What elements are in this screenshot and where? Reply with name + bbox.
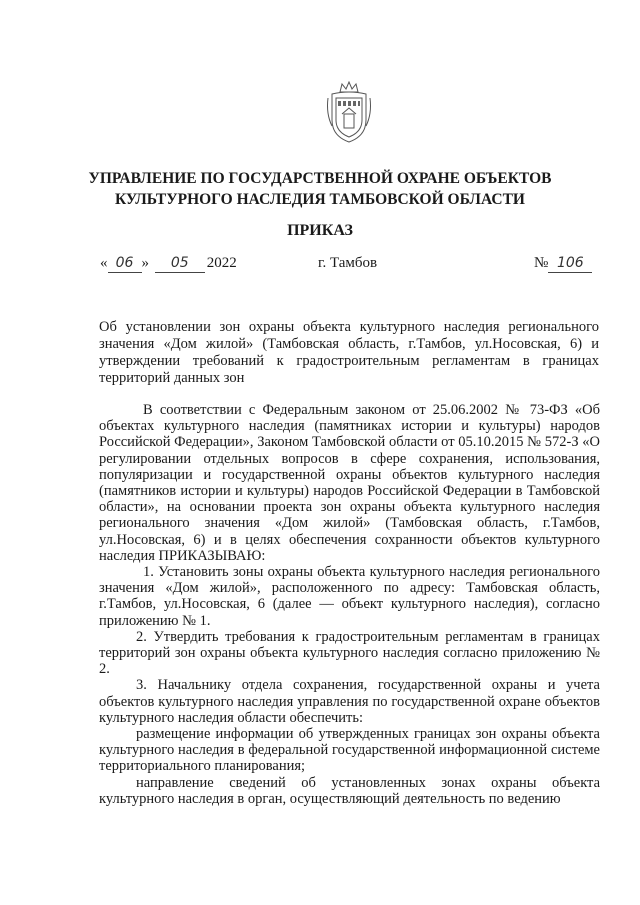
preamble-paragraph: В соответствии с Федеральным законом от 25.06.2002 № 73-ФЗ «Об объектах культурного наследия (памятниках истории и культуры) народов Российской Федерации», Законом Тамбовской области от 05.10.2015 № 572-З «О регулировании отдельных вопросов в сфере сохранения, использования, популяризации и государственной охраны объектов культурного наследия (памятников истории и культуры) народов Российской Федерации в Тамбовской области», на основании проекта зон охраны объекта культурного наследия регионального значения «Дом жилой» (Тамбовская область, г.Тамбов, ул.Носовская, 6) и в целях обеспечения сохранности объектов культурного наследия ПРИКАЗЫВАЮ:: [99, 402, 600, 564]
organization-line-1: УПРАВЛЕНИЕ ПО ГОСУДАРСТВЕННОЙ ОХРАНЕ ОБЪЕКТОВ: [88, 170, 552, 187]
coat-of-arms-icon: [322, 80, 376, 144]
item-3-subitem-b: направление сведений об установленных зонах охраны объекта культурного наследия в орган, осуществляющий деятельность по ведению: [99, 774, 600, 807]
date-year: 2022: [206, 255, 237, 271]
item-1-paragraph: 1. Установить зоны охраны объекта культурного наследия регионального значения «Дом жилой», расположенного по адресу: Тамбовская область, г.Тамбов, ул.Носовская, 6 (далее — объект культурного наследия), согласно приложению № 1.: [99, 564, 600, 629]
document-subject: Об установлении зон охраны объекта культурного наследия регионального значения «Дом жилой» (Тамбовская область, г.Тамбов, ул.Носовская, 6) и утверждении требований к градостроительным регламентам в границах территорий данных зон: [99, 319, 599, 386]
document-type: ПРИКАЗ: [287, 222, 353, 239]
item-2-paragraph: 2. Утвердить требования к градостроительным регламентам в границах территорий зон охраны объекта культурного наследия согласно приложению № 2.: [99, 628, 600, 678]
organization-line-2: КУЛЬТУРНОГО НАСЛЕДИЯ ТАМБОВСКОЙ ОБЛАСТИ: [115, 191, 525, 208]
document-number: № 106: [534, 254, 592, 273]
date-day: 06: [108, 254, 142, 273]
item-3-subitem-a: размещение информации об утвержденных границах зон охраны объекта культурного наследия в федеральной государственной информационной системе территориального планирования;: [99, 726, 600, 775]
document-city: г. Тамбов: [318, 255, 378, 271]
organization-name: [60, 168, 580, 210]
date-month: 05: [155, 254, 205, 273]
document-body: [99, 402, 600, 807]
item-3-paragraph: 3. Начальнику отдела сохранения, государственной охраны и учета объектов культурного наследия управления по государственной охране объектов культурного наследия области обеспечить:: [99, 677, 600, 726]
document-number-value: 106: [548, 254, 592, 273]
document-date: « 06 » 05 2022: [100, 255, 237, 271]
